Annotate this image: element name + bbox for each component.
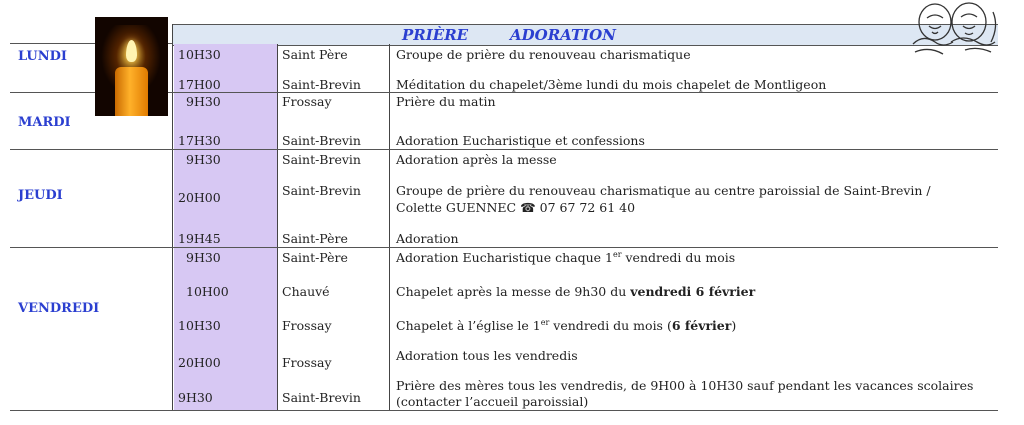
row-separator <box>10 149 998 150</box>
phone-number: 07 67 72 61 40 <box>535 200 636 215</box>
desc-bold: vendredi 6 février <box>630 284 756 299</box>
section-header <box>172 24 998 46</box>
row-description: Groupe de prière du renouveau charismatique au centre paroissial de Saint-Brevin / <box>396 183 931 198</box>
row-place: Saint Père <box>282 47 348 62</box>
row-description: Adoration tous les vendredis <box>396 348 578 363</box>
row-description-line2: (contacter l’accueil paroissial) <box>396 394 589 409</box>
row-separator <box>10 247 998 248</box>
row-time: 17H30 <box>178 133 221 148</box>
row-description: Groupe de prière du renouveau charismatique <box>396 47 691 62</box>
row-time: 17H00 <box>178 77 221 92</box>
day-mardi: MARDI <box>18 115 71 130</box>
row-description: Méditation du chapelet/3ème lundi du mois chapelet de Montligeon <box>396 77 827 92</box>
row-description <box>396 318 736 333</box>
row-place: Saint-Brevin <box>282 183 361 198</box>
saints-drawing <box>905 2 1005 60</box>
row-description: Adoration après la messe <box>396 152 557 167</box>
row-time: 10H00 <box>186 284 229 299</box>
row-time: 20H00 <box>178 355 221 370</box>
row-place: Saint-Brevin <box>282 390 361 405</box>
row-place: Frossay <box>282 355 332 370</box>
row-time: 9H30 <box>178 390 213 405</box>
row-time: 10H30 <box>178 47 221 62</box>
column-divider <box>172 24 173 410</box>
row-time: 9H30 <box>186 94 221 109</box>
desc-part: vendredi du mois <box>621 250 736 265</box>
desc-bold: 6 février <box>671 318 732 333</box>
row-description: Prière du matin <box>396 94 496 109</box>
row-place: Saint-Brevin <box>282 77 361 92</box>
desc-part: Adoration Eucharistique chaque 1 <box>396 250 613 265</box>
row-description: Adoration <box>396 231 459 246</box>
desc-sup: er <box>612 249 622 259</box>
row-place: Saint-Père <box>282 250 348 265</box>
row-description: Prière des mères tous les vendredis, de 9H00 à 10H30 sauf pendant les vacances scolaires <box>396 378 974 393</box>
desc-part: vendredi du mois ( <box>549 318 672 333</box>
row-time: 9H30 <box>186 152 221 167</box>
desc-part: Chapelet à l’église le 1 <box>396 318 541 333</box>
column-divider <box>389 44 390 410</box>
row-description <box>396 250 735 265</box>
row-description: Adoration Eucharistique et confessions <box>396 133 645 148</box>
row-description-line2 <box>396 200 635 215</box>
row-time: 19H45 <box>178 231 221 246</box>
row-time: 10H30 <box>178 318 221 333</box>
desc-sup: er <box>540 317 550 327</box>
contact-name: Colette GUENNEC <box>396 200 521 215</box>
day-vendredi: VENDREDI <box>18 301 100 316</box>
desc-part: Chapelet après la messe de 9h30 du <box>396 284 631 299</box>
day-jeudi: JEUDI <box>18 188 63 203</box>
header-title-priere: PRIÈRE <box>402 26 469 44</box>
row-place: Frossay <box>282 318 332 333</box>
row-place: Saint-Brevin <box>282 133 361 148</box>
row-place: Frossay <box>282 94 332 109</box>
row-place: Saint-Brevin <box>282 152 361 167</box>
desc-part: ) <box>731 318 737 333</box>
row-place: Chauvé <box>282 284 330 299</box>
row-place: Saint-Père <box>282 231 348 246</box>
row-time: 20H00 <box>178 190 221 205</box>
day-lundi: LUNDI <box>18 49 68 64</box>
row-description <box>396 284 755 299</box>
row-time: 9H30 <box>186 250 221 265</box>
row-separator <box>10 410 998 411</box>
header-title-adoration: ADORATION <box>510 26 616 44</box>
phone-icon: ☎ <box>520 200 536 215</box>
column-divider <box>277 44 278 410</box>
candle-image <box>95 17 168 116</box>
candle-wax <box>115 67 148 116</box>
